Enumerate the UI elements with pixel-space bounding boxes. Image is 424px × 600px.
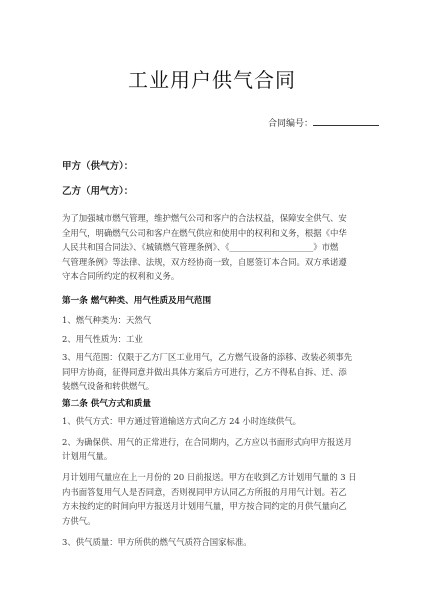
intro-line: 人民共和国合同法》、《城镇燃气管理条例》、《____________________》市燃 xyxy=(62,242,339,252)
article1-scope xyxy=(62,350,367,394)
method-line: 1、供气方式：甲方通过管道输送方式向乙方 24 小时连续供气。 xyxy=(62,416,302,426)
intro-line: 全用气，明确燃气公司和客户在燃气供应和使用中的权利和义务，根据《中华 xyxy=(62,227,347,238)
contract-number-blank xyxy=(313,117,379,126)
intro-line: 气管理条例》等法律、法规，双方经协商一致，自愿签订本合同。双方承诺遵 xyxy=(62,256,347,267)
party-a-label: 甲方（供气方）： xyxy=(62,161,134,172)
article1-heading: 第一条 燃气种类、用气性质及用气范围 xyxy=(62,296,212,306)
intro-line: 为了加强城市燃气管理，维护燃气公司和客户的合法权益，保障安全供气、安 xyxy=(62,213,347,223)
plan-line: 月计划用气量应在上一月份的 20 日前报送。甲方在收到乙方计划用气量的 3 日 xyxy=(62,472,357,482)
plan-line: 方供气。 xyxy=(62,515,96,526)
plan-line: 内书面答复用气人是否同意，否则视同甲方认同乙方所报的月用气计划。若乙 xyxy=(62,486,347,497)
article1-usage-nature: 2、用气性质为：工业 xyxy=(62,334,143,344)
method-line: 计划用气量。 xyxy=(62,451,113,461)
intro-paragraph xyxy=(62,211,367,284)
party-b-label: 乙方（用气方）： xyxy=(62,186,134,197)
intro-line: 守本合同所约定的权利和义务。 xyxy=(62,271,180,281)
scope-line: 同甲方协商，征得同意并做出具体方案后方可进行，乙方不得私自拆、迁、添 xyxy=(62,366,347,377)
method-line: 2、为确保供、用气的正常进行，在合同期内，乙方应以书面形式向甲方报送月 xyxy=(62,436,353,447)
scope-line: 装燃气设备和转供燃气。 xyxy=(62,381,155,391)
article2-heading: 第二条 供气方式和质量 xyxy=(62,399,151,409)
contract-number xyxy=(268,116,379,129)
contract-number-label: 合同编号： xyxy=(268,119,314,129)
plan-line: 方未按约定的时间向甲方报送月计划用气量，甲方按合同约定的月供气量向乙 xyxy=(62,501,347,511)
article2-method xyxy=(62,414,367,464)
article2-plan xyxy=(62,470,367,528)
article2-quality: 3、供气质量：甲方所供的燃气气质符合国家标准。 xyxy=(62,537,252,547)
document-title: 工业用户供气合同 xyxy=(128,68,296,92)
scope-line: 3、用气范围：仅限于乙方厂区工业用气，乙方燃气设备的添移、改装必须事先 xyxy=(62,352,353,362)
article1-gas-type: 1、燃气种类为：天然气 xyxy=(62,315,152,325)
